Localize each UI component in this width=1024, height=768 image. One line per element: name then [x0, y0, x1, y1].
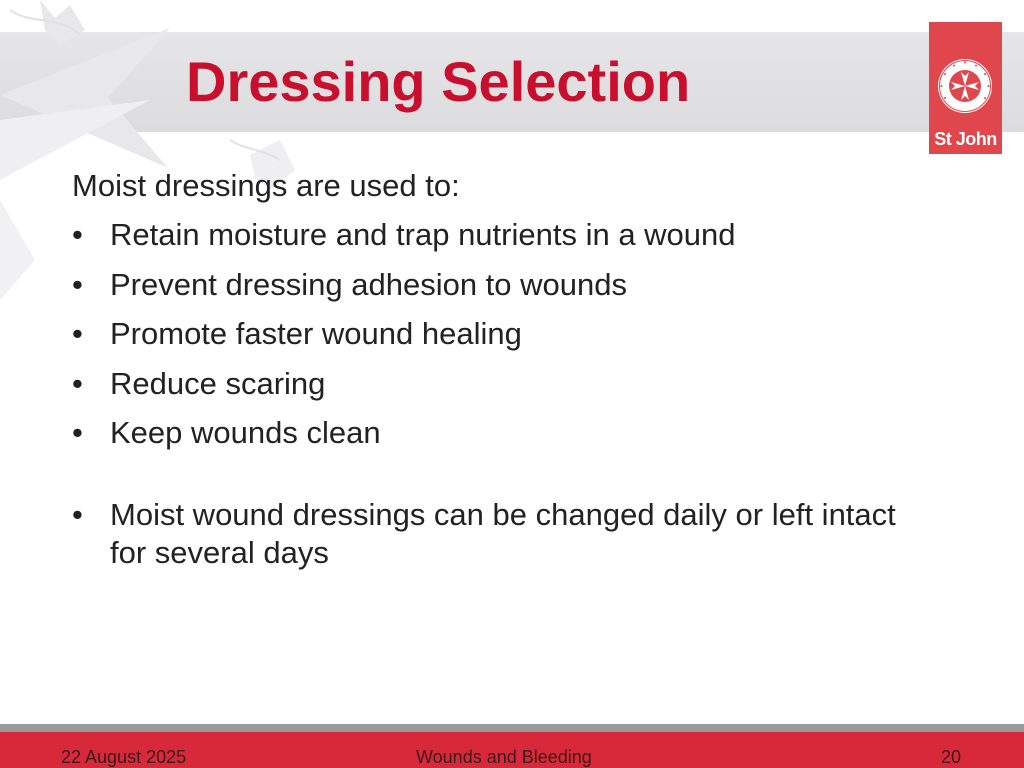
logo-text: St John — [934, 129, 997, 149]
slide-number: 20 — [941, 747, 962, 767]
bullet-list — [72, 210, 932, 458]
bullet-item — [72, 359, 932, 409]
bullet-item — [72, 210, 932, 260]
st-john-cross-icon — [935, 56, 995, 116]
footer-date: 22 August 2025 — [61, 747, 187, 767]
footer-divider — [0, 724, 1024, 732]
bullet-marker: • — [72, 415, 83, 450]
footer-bar — [0, 732, 1024, 768]
slide-title: Dressing Selection — [186, 50, 691, 113]
bullet-marker: • — [72, 316, 83, 351]
bullet-text: Keep wounds clean — [110, 415, 381, 450]
bullet-marker: • — [72, 266, 83, 302]
bullet-marker: • — [72, 217, 83, 252]
note-list — [72, 496, 932, 572]
intro-text: Moist dressings are used to: — [72, 168, 460, 203]
st-john-logo — [929, 22, 1002, 154]
bullet-text: Prevent dressing adhesion to wounds — [110, 266, 627, 302]
bullet-marker: • — [72, 365, 83, 401]
bullet-item — [72, 260, 932, 310]
bullet-marker: • — [72, 496, 83, 532]
note-text: Moist wound dressings can be changed daily or left intact for several days — [110, 496, 896, 570]
footer-title: Wounds and Bleeding — [416, 747, 592, 767]
slide-body — [72, 162, 932, 572]
bullet-item — [72, 408, 932, 458]
bullet-item — [72, 309, 932, 359]
note-item — [72, 496, 932, 572]
bullet-text: Retain moisture and trap nutrients in a wound — [110, 217, 736, 252]
bullet-text: Promote faster wound healing — [110, 316, 522, 351]
bullet-text: Reduce scaring — [110, 365, 326, 401]
